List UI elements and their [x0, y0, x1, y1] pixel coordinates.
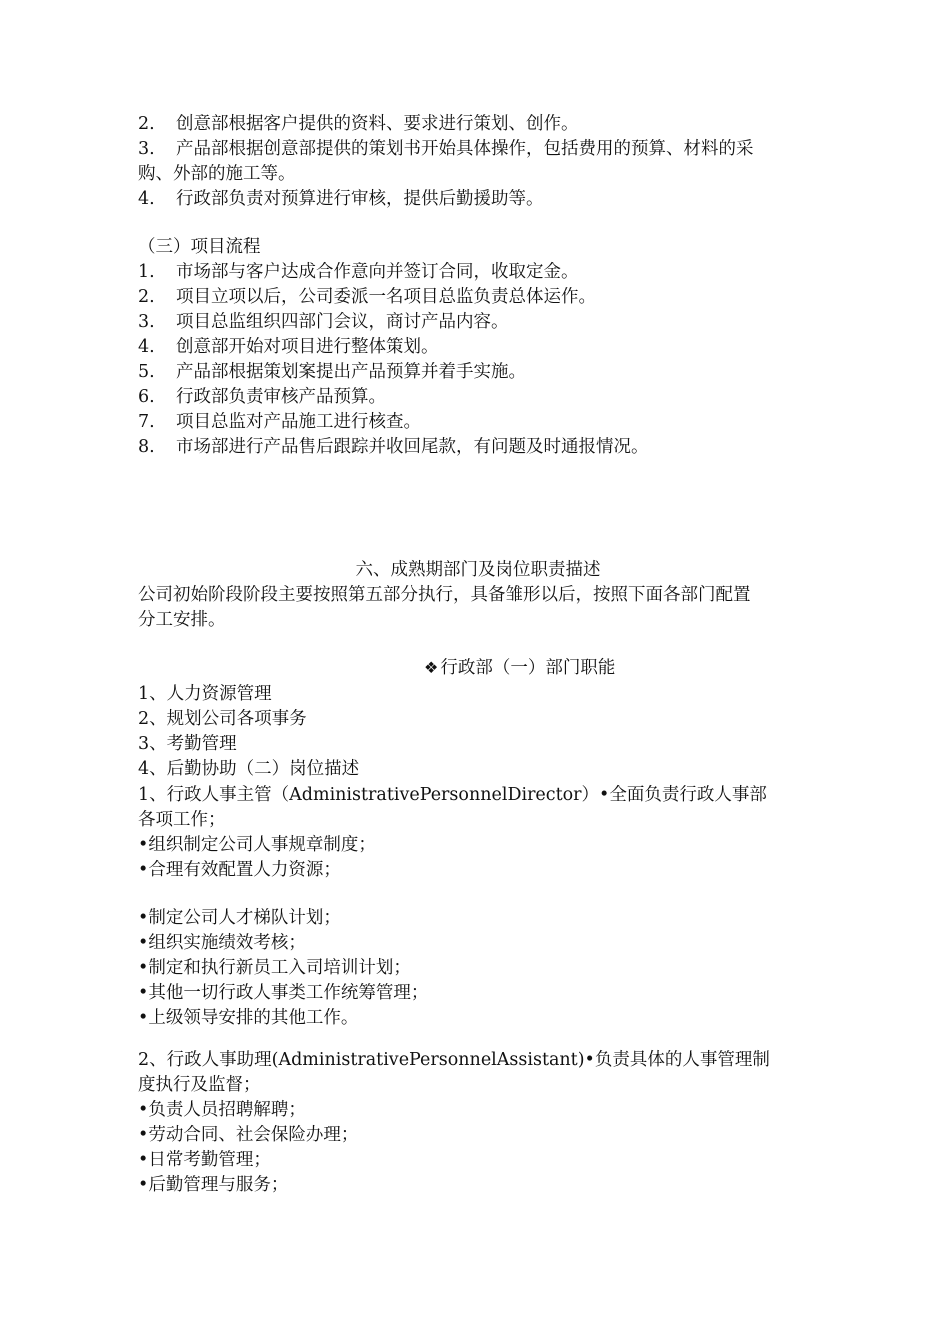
list-item: 2. 项目立项以后，公司委派一名项目总监负责总体运作。	[138, 287, 596, 307]
list-item: 2. 创意部根据客户提供的资料、要求进行策划、创作。	[138, 114, 579, 134]
bullet-item: •制定和执行新员工入司培训计划；	[138, 958, 411, 978]
bullet-item: •合理有效配置人力资源；	[138, 860, 341, 880]
list-item: 5. 产品部根据策划案提出产品预算并着手实施。	[138, 362, 526, 382]
bullet-item: •负责人员招聘解聘；	[138, 1100, 306, 1120]
bullet-item: •上级领导安排的其他工作。	[138, 1008, 359, 1028]
list-item: 3. 产品部根据创意部提供的策划书开始具体操作，包括费用的预算、材料的采	[138, 139, 754, 159]
department-heading: ❖ 行政部（一）部门职能	[424, 658, 616, 678]
bullet-item: •劳动合同、社会保险办理；	[138, 1125, 359, 1145]
list-item: 6. 行政部负责审核产品预算。	[138, 387, 386, 407]
list-item: 2、规划公司各项事务	[138, 709, 307, 729]
list-item: 4、后勤协助（二）岗位描述	[138, 759, 360, 779]
bullet-item: •制定公司人才梯队计划；	[138, 908, 341, 928]
bullet-item: •其他一切行政人事类工作统筹管理；	[138, 983, 429, 1003]
paragraph-line: 公司初始阶段阶段主要按照第五部分执行，具备雏形以后，按照下面各部门配置	[138, 585, 751, 605]
bullet-item: •日常考勤管理；	[138, 1150, 271, 1170]
list-item: 4. 创意部开始对项目进行整体策划。	[138, 337, 439, 357]
list-item-continuation: 购、外部的施工等。	[138, 164, 296, 184]
section-heading: （三）项目流程	[138, 237, 261, 257]
bullet-item: •组织实施绩效考核；	[138, 933, 306, 953]
list-item: 3. 项目总监组织四部门会议，商讨产品内容。	[138, 312, 509, 332]
bullet-item: •后勤管理与服务；	[138, 1175, 289, 1195]
list-item: 8. 市场部进行产品售后跟踪并收回尾款，有问题及时通报情况。	[138, 437, 649, 457]
list-item: 1、人力资源管理	[138, 684, 272, 704]
section-title: 六、成熟期部门及岗位职责描述	[355, 560, 601, 580]
diamond-bullet-icon: ❖	[424, 658, 439, 677]
bullet-item: •组织制定公司人事规章制度；	[138, 835, 376, 855]
role-description-line: 1、行政人事主管（AdministrativePersonnelDirector）•全面负责行政人事部	[138, 785, 767, 805]
role-description-line: 2、行政人事助理(AdministrativePersonnelAssistant)•负责具体的人事管理制	[138, 1050, 770, 1070]
list-item: 4. 行政部负责对预算进行审核，提供后勤援助等。	[138, 189, 544, 209]
paragraph-line: 分工安排。	[138, 610, 226, 630]
list-item: 1. 市场部与客户达成合作意向并签订合同，收取定金。	[138, 262, 579, 282]
list-item: 3、考勤管理	[138, 734, 237, 754]
role-description-line: 度执行及监督；	[138, 1075, 261, 1095]
role-description-line: 各项工作；	[138, 810, 226, 830]
list-item: 7. 项目总监对产品施工进行核查。	[138, 412, 421, 432]
